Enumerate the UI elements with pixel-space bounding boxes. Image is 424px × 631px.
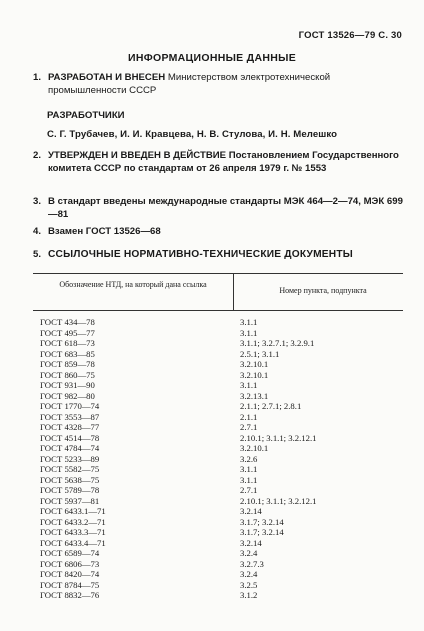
table-row	[33, 338, 403, 349]
table-cell-document: ГОСТ 434—78	[40, 317, 95, 327]
item-bold-text: РАЗРАБОТАН И ВНЕСЕН	[48, 72, 166, 83]
table-cell-document: ГОСТ 931—90	[40, 380, 95, 390]
table-cell-document: ГОСТ 5638—75	[40, 474, 100, 485]
table-cell-clause: 2.10.1; 3.1.1; 3.2.12.1	[240, 495, 317, 506]
table-header-rule	[33, 310, 403, 311]
table-row	[33, 433, 403, 444]
table-row	[33, 359, 403, 370]
item-2	[33, 150, 405, 175]
table-row	[33, 580, 403, 591]
table-row	[33, 380, 403, 391]
table-cell-clause: 2.10.1; 3.1.1; 3.2.12.1	[240, 432, 317, 443]
item-3	[33, 196, 405, 221]
table-cell-clause: 3.2.4	[240, 548, 258, 558]
item-bold-text: ССЫЛОЧНЫЕ НОРМАТИВНО-ТЕХНИЧЕСКИЕ ДОКУМЕНТЫ	[48, 249, 353, 260]
item-number: 1.	[33, 72, 42, 83]
table-cell-document: ГОСТ 618—73	[40, 338, 95, 348]
item-text: Постановлением Государственного комитета СССР по стандартам от 26 апреля 1979 г. № 1553	[48, 150, 399, 174]
table-row	[33, 496, 403, 507]
table-cell-document: ГОСТ 8832—76	[40, 590, 100, 600]
table-cell-document: ГОСТ 859—78	[40, 359, 95, 369]
table-cell-document: ГОСТ 6806—73	[40, 558, 100, 569]
item-text: Взамен ГОСТ 13526—68	[48, 226, 161, 237]
table-cell-document: ГОСТ 495—77	[40, 327, 95, 338]
table-cell-clause: 3.2.14	[240, 537, 262, 548]
item-4	[33, 226, 405, 239]
table-row	[33, 443, 403, 454]
table-row	[33, 569, 403, 580]
table-row	[33, 328, 403, 339]
table-cell-clause: 3.1.1	[240, 380, 258, 390]
table-cell-document: ГОСТ 683—85	[40, 348, 95, 359]
table-row	[33, 454, 403, 465]
table-cell-clause: 2.7.1	[240, 422, 258, 432]
item-5	[33, 249, 405, 262]
table-row	[33, 391, 403, 402]
table-row	[33, 548, 403, 559]
table-row	[33, 590, 403, 601]
table-cell-document: ГОСТ 5789—78	[40, 485, 100, 495]
table-cell-clause: 3.2.10.1	[240, 369, 269, 380]
table-cell-document: ГОСТ 3553—87	[40, 411, 100, 422]
table-cell-document: ГОСТ 6433.1—71	[40, 506, 106, 516]
document-title: ИНФОРМАЦИОННЫЕ ДАННЫЕ	[127, 52, 296, 64]
table-cell-clause: 3.1.7; 3.2.14	[240, 527, 284, 537]
table-cell-clause: 3.2.13.1	[240, 390, 269, 401]
table-row	[33, 527, 403, 538]
item-bold-text: УТВЕРЖДЕН И ВВЕДЕН В ДЕЙСТВИЕ	[48, 150, 227, 161]
table-row	[33, 517, 403, 528]
table-cell-clause: 3.2.10.1	[240, 359, 269, 369]
table-cell-clause: 2.1.1	[240, 411, 258, 422]
table-row	[33, 506, 403, 517]
table-cell-document: ГОСТ 5937—81	[40, 495, 100, 506]
table-cell-clause: 3.2.10.1	[240, 443, 269, 453]
item-number: 4.	[33, 226, 42, 237]
table-cell-document: ГОСТ 4328—77	[40, 422, 100, 432]
table-cell-clause: 3.1.1	[240, 327, 258, 338]
table-cell-document: ГОСТ 6433.2—71	[40, 516, 106, 527]
developers-heading: РАЗРАБОТЧИКИ	[47, 110, 125, 121]
table-cell-document: ГОСТ 8420—74	[40, 569, 100, 579]
item-number: 2.	[33, 150, 42, 161]
table-cell-clause: 3.2.6	[240, 453, 258, 464]
item-number: 3.	[33, 196, 42, 207]
table-cell-clause: 3.2.7.3	[240, 558, 264, 569]
table-row	[33, 559, 403, 570]
table-cell-clause: 3.1.7; 3.2.14	[240, 516, 284, 527]
item-text: Министерством электротехнической промышленности СССР	[48, 72, 331, 96]
item-number: 5.	[33, 249, 42, 260]
table-cell-document: ГОСТ 982—80	[40, 390, 95, 401]
table-cell-document: ГОСТ 860—75	[40, 369, 95, 380]
table-cell-clause: 3.2.5	[240, 579, 258, 590]
table-cell-clause: 3.1.1	[240, 474, 258, 485]
table-row	[33, 464, 403, 475]
table-top-rule	[33, 273, 403, 274]
table-cell-clause: 3.1.1; 3.2.7.1; 3.2.9.1	[240, 338, 315, 348]
table-cell-clause: 2.1.1; 2.7.1; 2.8.1	[240, 401, 302, 411]
table-row	[33, 412, 403, 423]
table-header-document: Обозначение НТД, на который дана ссылка	[59, 280, 207, 289]
table-cell-clause: 3.2.4	[240, 569, 258, 579]
table-cell-document: ГОСТ 8784—75	[40, 579, 100, 590]
table-cell-document: ГОСТ 5233—89	[40, 453, 100, 464]
table-row	[33, 475, 403, 486]
table-row	[33, 401, 403, 412]
table-cell-clause: 3.1.1	[240, 317, 258, 327]
developers-names: С. Г. Трубачев, И. И. Кравцева, Н. В. Стулова, И. Н. Мелешко	[47, 129, 338, 140]
table-cell-document: ГОСТ 5582—75	[40, 464, 100, 474]
table-row	[33, 317, 403, 328]
table-cell-document: ГОСТ 6433.4—71	[40, 537, 106, 548]
table-cell-document: ГОСТ 6433.3—71	[40, 527, 106, 537]
table-column-divider	[233, 273, 234, 310]
item-text: В стандарт введены международные стандарты МЭК 464—2—74, МЭК 699—81	[48, 196, 403, 220]
item-1	[33, 72, 405, 97]
table-row	[33, 538, 403, 549]
table-cell-document: ГОСТ 4514—78	[40, 432, 100, 443]
table-cell-clause: 2.7.1	[240, 485, 258, 495]
table-row	[33, 422, 403, 433]
table-cell-document: ГОСТ 4784—74	[40, 443, 100, 453]
table-header-clause: Номер пункта, подпункта	[279, 286, 367, 295]
table-cell-clause: 2.5.1; 3.1.1	[240, 348, 280, 359]
table-cell-clause: 3.1.1	[240, 464, 258, 474]
table-body	[33, 317, 403, 601]
table-cell-document: ГОСТ 6589—74	[40, 548, 100, 558]
table-row	[33, 485, 403, 496]
table-row	[33, 370, 403, 381]
table-cell-clause: 3.2.14	[240, 506, 262, 516]
table-row	[33, 349, 403, 360]
table-cell-document: ГОСТ 1770—74	[40, 401, 100, 411]
table-cell-clause: 3.1.2	[240, 590, 258, 600]
page-header: ГОСТ 13526—79 С. 30	[298, 30, 402, 41]
